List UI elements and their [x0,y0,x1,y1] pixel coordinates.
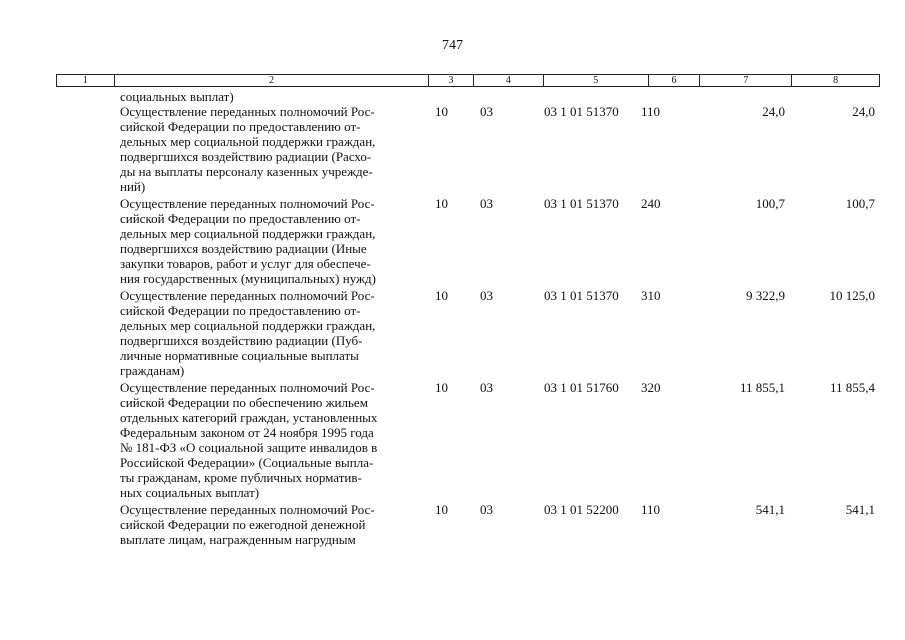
description-line: сийской Федерации по ежегодной денежной [120,517,366,532]
subsection-cell: 03 [480,196,493,211]
column-header-4: 4 [474,75,544,86]
row-description [120,104,430,194]
column-header-row [56,74,880,87]
value-2-cell: 100,7 [845,196,875,211]
subsection-cell: 03 [480,380,493,395]
description-line: Федеральным законом от 24 ноября 1995 года [120,425,374,440]
description-line: Осуществление переданных полномочий Рос- [120,502,375,517]
expense-type-cell: 310 [641,288,661,303]
description-line: Российской Федерации» (Социальные выпла- [120,455,374,470]
description-line: Осуществление переданных полномочий Рос- [120,380,375,395]
column-header-3: 3 [429,75,474,86]
description-line: выплате лицам, награжденным нагрудным [120,532,356,547]
target-code-cell: 03 1 01 52200 [544,502,619,517]
column-header-8: 8 [833,75,839,86]
description-line: сийской Федерации по предоставлению от- [120,303,361,318]
table-row [0,104,905,194]
description-line: закупки товаров, работ и услуг для обеспече- [120,256,371,271]
row-description [120,502,430,547]
value-2-cell: 541,1 [845,502,875,517]
value-1-cell: 9 322,9 [746,288,785,303]
value-2-cell: 11 855,4 [829,380,875,395]
column-header-2: 2 [115,75,429,86]
table-row [0,380,905,500]
description-line: ты гражданам, кроме публичных норматив- [120,470,362,485]
section-cell: 10 [435,288,448,303]
description-line: ды на выплаты персоналу казенных учрежде- [120,164,373,179]
description-line: личные нормативные социальные выплаты [120,348,359,363]
column-header-6: 6 [649,75,701,86]
subsection-cell: 03 [480,104,493,119]
description-line: подвергшихся воздействию радиации (Иные [120,241,367,256]
description-line: ний) [120,179,146,194]
description-line: дельных мер социальной поддержки граждан, [120,318,376,333]
section-cell: 10 [435,380,448,395]
row-description [120,196,430,286]
section-cell: 10 [435,196,448,211]
row-description [120,380,430,500]
target-code-cell: 03 1 01 51370 [544,196,619,211]
description-line: сийской Федерации по предоставлению от- [120,119,361,134]
description-line: отдельных категорий граждан, установленных [120,410,378,425]
table-row [0,502,905,547]
expense-type-cell: 110 [641,104,661,119]
target-code-cell: 03 1 01 51370 [544,288,619,303]
description-line: Осуществление переданных полномочий Рос- [120,104,375,119]
target-code-cell: 03 1 01 51760 [544,380,619,395]
description-line: гражданам) [120,363,185,378]
continuation-text: социальных выплат) [120,89,234,104]
description-line: дельных мер социальной поддержки граждан, [120,134,376,149]
column-header-7: 7 [700,75,792,86]
row-description [120,288,430,378]
target-code-cell: 03 1 01 51370 [544,104,619,119]
description-line: ных социальных выплат) [120,485,260,500]
value-1-cell: 541,1 [755,502,785,517]
description-line: Осуществление переданных полномочий Рос- [120,196,375,211]
expense-type-cell: 110 [641,502,661,517]
value-1-cell: 11 855,1 [739,380,785,395]
description-line: сийской Федерации по обеспечению жильем [120,395,368,410]
expense-type-cell: 240 [641,196,661,211]
value-2-cell: 24,0 [852,104,875,119]
column-header-1: 1 [57,75,115,86]
table-row [0,196,905,286]
description-line: ния государственных (муниципальных) нужд) [120,271,376,286]
expense-type-cell: 320 [641,380,661,395]
table-body [0,89,905,547]
value-1-cell: 24,0 [762,104,785,119]
description-line: дельных мер социальной поддержки граждан, [120,226,376,241]
description-line: подвергшихся воздействию радиации (Пуб- [120,333,363,348]
value-1-cell: 100,7 [755,196,785,211]
table-row [0,288,905,378]
description-line: № 181-ФЗ «О социальной защите инвалидов в [120,440,378,455]
page-number: 747 [442,38,463,53]
value-2-cell: 10 125,0 [829,288,875,303]
description-line: Осуществление переданных полномочий Рос- [120,288,375,303]
subsection-cell: 03 [480,502,493,517]
section-cell: 10 [435,104,448,119]
section-cell: 10 [435,502,448,517]
subsection-cell: 03 [480,288,493,303]
column-header-5: 5 [544,75,649,86]
description-line: сийской Федерации по предоставлению от- [120,211,361,226]
description-line: подвергшихся воздействию радиации (Расхо- [120,149,372,164]
